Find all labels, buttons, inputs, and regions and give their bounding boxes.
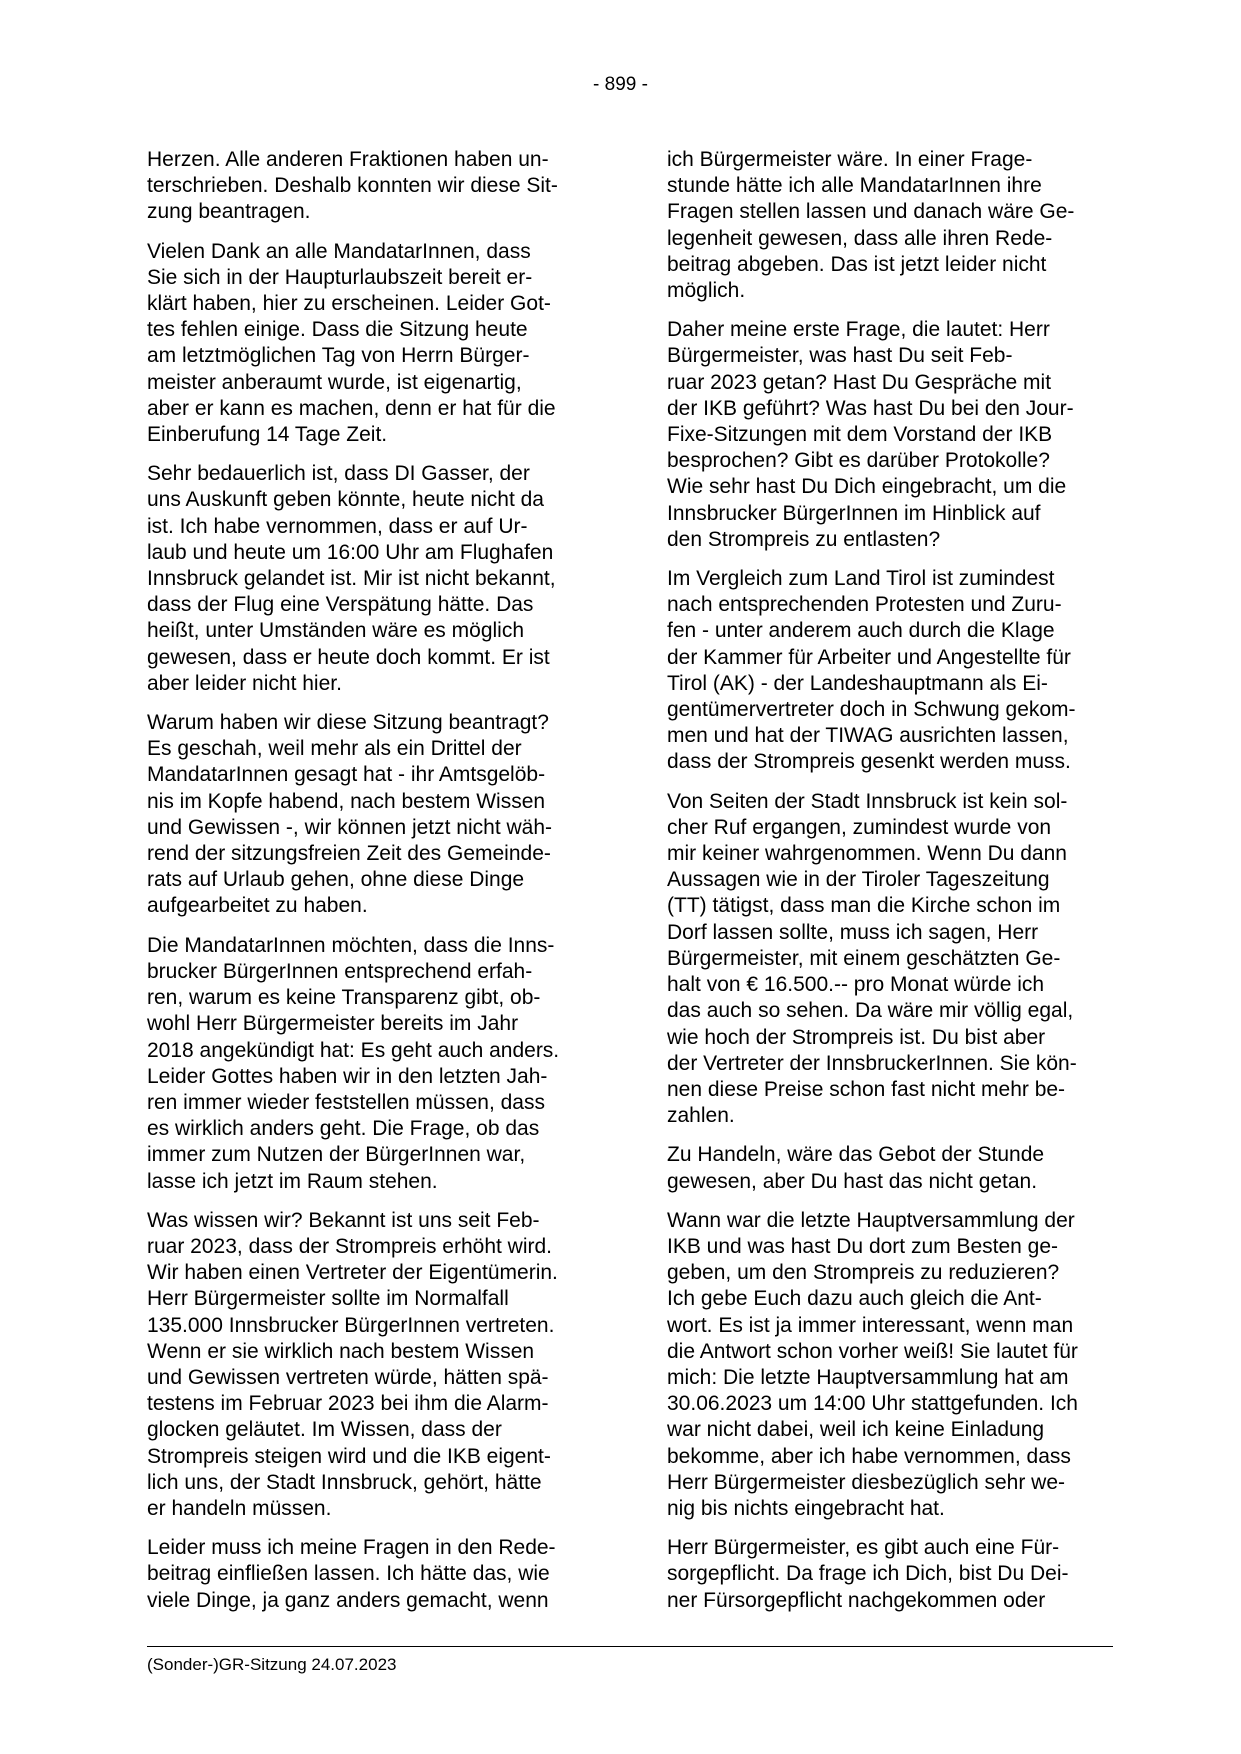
paragraph: Vielen Dank an alle MandatarInnen, dass Sie sich in der Haupturlaubszeit bereit er- klärt haben, hier zu erscheinen. Leider Got- tes fehlen einige. Dass die Sitzung heute am letztmöglichen Tag von Herrn Bürger- meister anberaumt wurde, ist eigenartig, aber er kann es machen, denn er hat für die Einberufung 14 Tage Zeit. xyxy=(147,239,556,447)
footer-session-label: (Sonder-)GR-Sitzung 24.07.2023 xyxy=(147,1655,397,1674)
paragraph: Wann war die letzte Hauptversammlung der IKB und was hast Du dort zum Besten ge- geben, um den Strompreis zu reduzieren? Ich gebe Euch dazu auch gleich die Ant- wort. Es ist ja immer interessant, wenn man die Antwort schon vorher weiß! Sie lautet für mich: Die letzte Hauptversammlung hat am 30.06.2023 um 14:00 Uhr stattgefunden. Ich war nicht dabei, weil ich keine Einladung bekomme, aber ich habe vernommen, dass Herr Bürgermeister diesbezüglich sehr we- nig bis nichts eingebracht hat. xyxy=(667,1208,1078,1520)
paragraph: Herr Bürgermeister, es gibt auch eine Für- sorgepflicht. Da frage ich Dich, bist Du Dei- ner Fürsorgepflicht nachgekommen oder xyxy=(667,1536,1069,1612)
paragraph: Was wissen wir? Bekannt ist uns seit Feb- ruar 2023, dass der Strompreis erhöht wird. Wir haben einen Vertreter der Eigentümerin. Herr Bürgermeister sollte im Normalfall 135.000 Innsbrucker BürgerInnen vertreten. Wenn er sie wirklich nach bestem Wissen und Gewissen vertreten würde, hätten spä- testens im Februar 2023 bei ihm die Alarm- glocken geläutet. Im Wissen, dass der Strompreis steigen wird und die IKB eigent- lich uns, der Stadt Innsbruck, gehört, hätte er handeln müssen. xyxy=(147,1208,558,1520)
paragraph: Zu Handeln, wäre das Gebot der Stunde gewesen, aber Du hast das nicht getan. xyxy=(667,1143,1045,1193)
paragraph: Warum haben wir diese Sitzung beantragt? Es geschah, weil mehr als ein Drittel der MandatarInnen gesagt hat - ihr Amtsgelöb- nis im Kopfe habend, nach bestem Wissen und Gewissen -, wir können jetzt nicht wäh- rend der sitzungsfreien Zeit des Gemeinde- rats auf Urlaub gehen, ohne diese Dinge aufgearbeitet zu haben. xyxy=(147,711,553,918)
right-column xyxy=(667,147,1112,1627)
paragraph: Herzen. Alle anderen Fraktionen haben un- terschrieben. Deshalb konnten wir diese Sit- zung beantragen. xyxy=(147,148,558,224)
paragraph: Daher meine erste Frage, die lautet: Herr Bürgermeister, was hast Du seit Feb- ruar 2023 getan? Hast Du Gespräche mit der IKB geführt? Was hast Du bei den Jour- Fixe-Sitzungen mit dem Vorstand der IKB besprochen? Gibt es darüber Protokolle? Wie sehr hast Du Dich eingebracht, um die Innsbrucker BürgerInnen im Hinblick auf den Strompreis zu entlasten? xyxy=(667,318,1074,551)
paragraph: Im Vergleich zum Land Tirol ist zumindest nach entsprechenden Protesten und Zuru- fen - unter anderem auch durch die Klage der Kammer für Arbeiter und Angestellte für Tirol (AK) - der Landeshauptmann als Ei- gentümervertreter doch in Schwung gekom- men und hat der TIWAG ausrichten lassen, dass der Strompreis gesenkt werden muss. xyxy=(667,567,1076,774)
paragraph: ich Bürgermeister wäre. In einer Frage- stunde hätte ich alle MandatarInnen ihre Fragen stellen lassen und danach wäre Ge- legenheit gewesen, dass alle ihren Rede- beitrag abgeben. Das ist jetzt leider nicht möglich. xyxy=(667,148,1075,303)
left-column xyxy=(147,147,597,1627)
paragraph: Sehr bedauerlich ist, dass DI Gasser, der uns Auskunft geben könnte, heute nicht da ist. Ich habe vernommen, dass er auf Ur- laub und heute um 16:00 Uhr am Flughafen Innsbruck gelandet ist. Mir ist nicht bekannt, dass der Flug eine Verspätung hätte. Das heißt, unter Umständen wäre es möglich gewesen, dass er heute doch kommt. Er ist aber leider nicht hier. xyxy=(147,462,556,695)
paragraph: Die MandatarInnen möchten, dass die Inns- brucker BürgerInnen entsprechend erfah- ren, warum es keine Transparenz gibt, ob- wohl Herr Bürgermeister bereits im Jahr 2018 angekündigt hat: Es geht auch anders. Leider Gottes haben wir in den letzten Jah- ren immer wieder feststellen müssen, dass es wirklich anders geht. Die Frage, ob das immer zum Nutzen der BürgerInnen war, lasse ich jetzt im Raum stehen. xyxy=(147,933,560,1193)
page-number: - 899 - xyxy=(593,74,648,95)
paragraph: Leider muss ich meine Fragen in den Rede- beitrag einfließen lassen. Ich hätte das, wie viele Dinge, ja ganz anders gemacht, wenn xyxy=(147,1536,556,1612)
paragraph: Von Seiten der Stadt Innsbruck ist kein sol- cher Ruf ergangen, zumindest wurde von mir keiner wahrgenommen. Wenn Du dann Aussagen wie in der Tiroler Tageszeitung (TT) tätigst, dass man die Kirche schon im Dorf lassen sollte, muss ich sagen, Herr Bürgermeister, mit einem geschätzten Ge- halt von € 16.500.-- pro Monat würde ich das auch so sehen. Da wäre mir völlig egal, wie hoch der Strompreis ist. Du bist aber der Vertreter der InnsbruckerInnen. Sie kön- nen diese Preise schon fast nicht mehr be- zahlen. xyxy=(667,789,1077,1128)
footer-divider xyxy=(147,1646,1113,1647)
